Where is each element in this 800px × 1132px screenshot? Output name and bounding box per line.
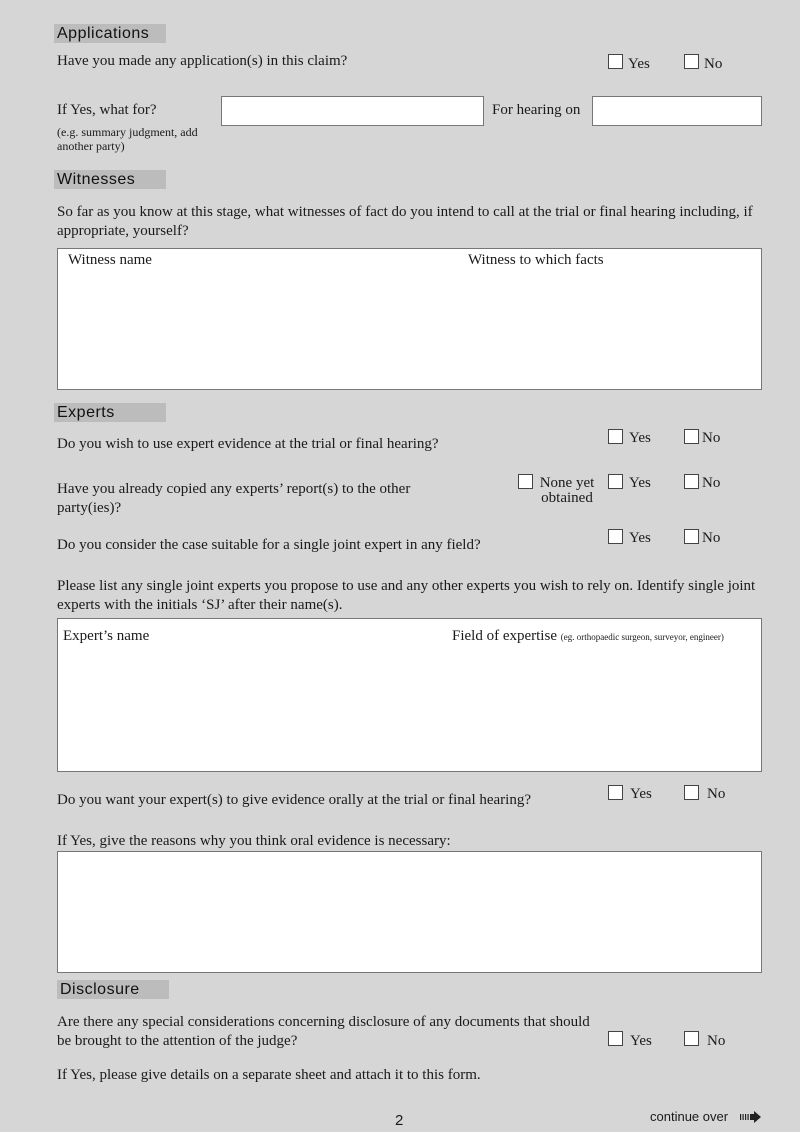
expert-evidence-yes-checkbox[interactable]: [608, 429, 623, 444]
expert-evidence-no-checkbox[interactable]: [684, 429, 699, 444]
single-joint-expert-no-label: No: [702, 530, 721, 546]
field-of-expertise-header: [452, 627, 724, 646]
witness-name-header: Witness name: [68, 252, 152, 268]
application-purpose-input[interactable]: [221, 96, 484, 126]
oral-evidence-no-checkbox[interactable]: [684, 785, 699, 800]
expert-report-no-label: No: [702, 475, 721, 491]
applications-no-checkbox[interactable]: [684, 54, 699, 69]
field-of-expertise-label: Field of expertise: [452, 628, 557, 644]
expert-report-copied-question: Have you already copied any experts’ report(s) to the other party(ies)?: [57, 481, 411, 516]
applications-question: Have you made any application(s) in this claim?: [57, 53, 348, 69]
experts-list-instruction: Please list any single joint experts you propose to use and any other experts you wish to rely on. Identify single joint experts with the initials ‘SJ’ after their name(s).: [57, 578, 756, 613]
applications-yes-label: Yes: [628, 56, 650, 72]
section-header-witnesses: Witnesses: [54, 170, 166, 189]
continue-over-label: continue over: [650, 1109, 729, 1124]
disclosure-question: Are there any special considerations concerning disclosure of any documents that should be brought to the attention of the judge?: [57, 1014, 590, 1049]
single-joint-expert-yes-checkbox[interactable]: [608, 529, 623, 544]
expert-evidence-no-label: No: [702, 430, 721, 446]
disclosure-details-note: If Yes, please give details on a separate sheet and attach it to this form.: [57, 1067, 481, 1083]
if-yes-hint: (e.g. summary judgment, add another party): [57, 125, 198, 153]
expert-report-yes-label: Yes: [629, 475, 651, 491]
single-joint-expert-no-checkbox[interactable]: [684, 529, 699, 544]
expert-evidence-yes-label: Yes: [629, 430, 651, 446]
experts-table[interactable]: [57, 618, 762, 772]
expert-report-none-yet-label: None yet obtained: [539, 475, 595, 506]
field-of-expertise-hint: (eg. orthopaedic surgeon, surveyor, engineer): [560, 632, 724, 642]
continue-arrow-icon: [740, 1111, 762, 1123]
witness-facts-header: Witness to which facts: [468, 252, 604, 268]
expert-evidence-question: Do you wish to use expert evidence at the trial or final hearing?: [57, 436, 439, 452]
section-header-applications: Applications: [54, 24, 166, 43]
page-number: 2: [395, 1112, 404, 1129]
expert-report-no-checkbox[interactable]: [684, 474, 699, 489]
witnesses-table[interactable]: [57, 248, 762, 390]
oral-evidence-yes-label: Yes: [630, 786, 652, 802]
single-joint-expert-question: Do you consider the case suitable for a single joint expert in any field?: [57, 537, 481, 553]
oral-evidence-yes-checkbox[interactable]: [608, 785, 623, 800]
disclosure-no-label: No: [707, 1033, 726, 1049]
expert-report-yes-checkbox[interactable]: [608, 474, 623, 489]
expert-name-header: Expert’s name: [63, 628, 150, 644]
disclosure-no-checkbox[interactable]: [684, 1031, 699, 1046]
if-yes-what-for-label: If Yes, what for?: [57, 102, 157, 118]
disclosure-yes-checkbox[interactable]: [608, 1031, 623, 1046]
disclosure-yes-label: Yes: [630, 1033, 652, 1049]
single-joint-expert-yes-label: Yes: [629, 530, 651, 546]
oral-evidence-reasons-label: If Yes, give the reasons why you think oral evidence is necessary:: [57, 833, 451, 849]
section-header-disclosure: Disclosure: [57, 980, 169, 999]
applications-yes-checkbox[interactable]: [608, 54, 623, 69]
applications-no-label: No: [704, 56, 723, 72]
expert-report-none-yet-checkbox[interactable]: [518, 474, 533, 489]
oral-evidence-question: Do you want your expert(s) to give evidence orally at the trial or final hearing?: [57, 792, 531, 808]
oral-evidence-reasons-input[interactable]: [57, 851, 762, 973]
witnesses-question: So far as you know at this stage, what witnesses of fact do you intend to call at the trial or final hearing including, if appropriate, yourself?: [57, 204, 753, 239]
oral-evidence-no-label: No: [707, 786, 726, 802]
hearing-date-input[interactable]: [592, 96, 762, 126]
section-header-experts: Experts: [54, 403, 166, 422]
for-hearing-label: For hearing on: [492, 102, 581, 118]
